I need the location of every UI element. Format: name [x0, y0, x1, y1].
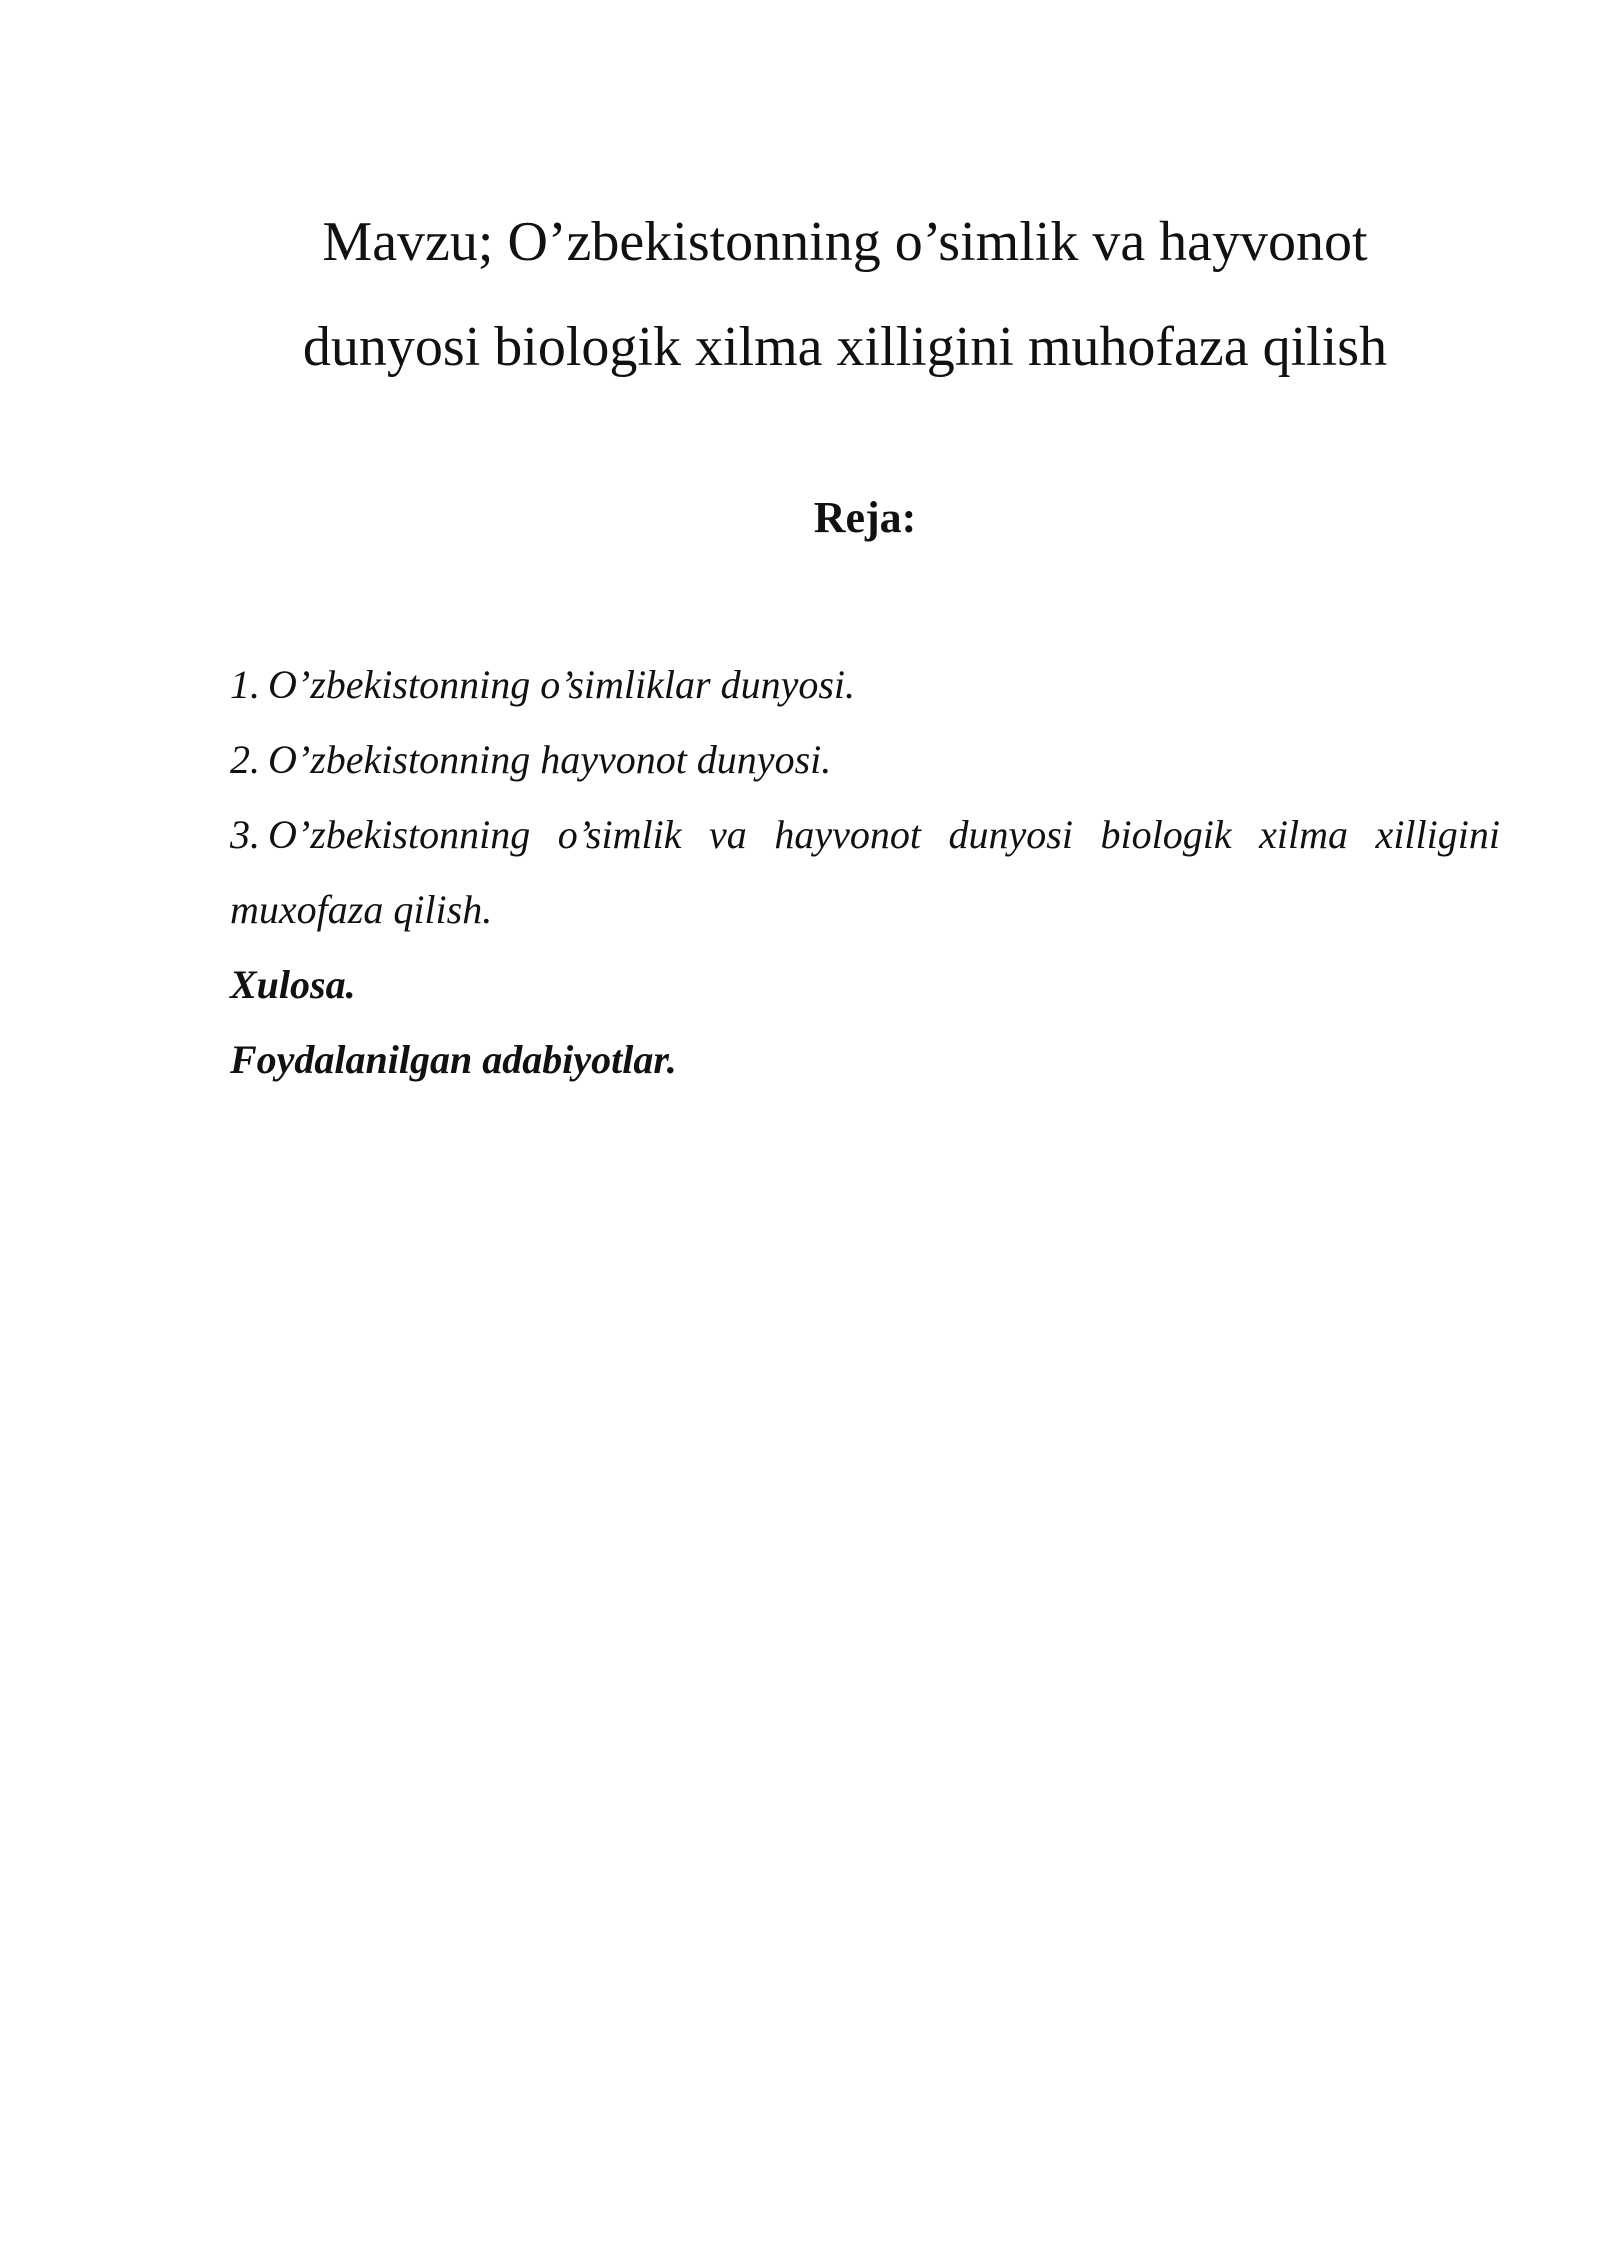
plan-item-text	[230, 797, 1500, 947]
plan-item-1	[230, 647, 1500, 722]
title-line-2: dunyosi biologik xilma xilligini muhofaza qilish	[302, 316, 1388, 378]
plan-item-2	[230, 722, 1500, 797]
plan-item-number: 1.	[230, 662, 260, 707]
plan-item-text-line-2: muxofaza qilish.	[230, 887, 493, 932]
plan-item-3	[230, 797, 1500, 947]
references-item: Foydalanilgan adabiyotlar.	[230, 1037, 677, 1082]
plan-item-text: O’zbekistonning hayvonot dunyosi.	[268, 737, 832, 782]
plan-item-number: 3.	[230, 812, 260, 857]
page-title	[230, 190, 1460, 400]
conclusion-item: Xulosa.	[230, 962, 356, 1007]
plan-item-text: O’zbekistonning o’simliklar dunyosi.	[268, 662, 856, 707]
plan-item-text-line-1: O’zbekistonning o’simlik va hayvonot dunyosi biologik xilma xilligini	[268, 812, 1500, 857]
title-line-1: Mavzu; O’zbekistonning o’simlik va hayvonot	[322, 211, 1368, 273]
plan-list	[230, 647, 1500, 1097]
plan-item-number: 2.	[230, 737, 260, 782]
plan-heading: Reja:	[813, 493, 917, 542]
